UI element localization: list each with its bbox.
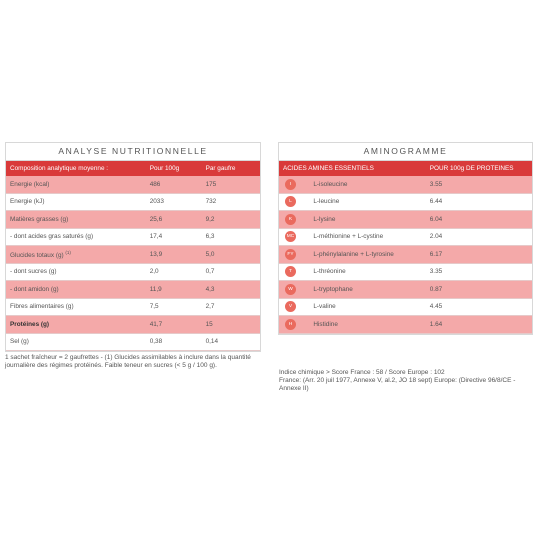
amino-acid-value: 2.04 — [426, 228, 532, 246]
amino-acid-value: 6.17 — [426, 246, 532, 264]
amino-acid-value: 6.44 — [426, 193, 532, 211]
table-row — [6, 316, 260, 334]
aminogram-panel — [278, 142, 533, 335]
table-row — [279, 263, 532, 281]
amino-acid-badge-icon: I — [285, 179, 296, 190]
row-per-100g: 2033 — [146, 193, 202, 211]
header-per-100g-protein: POUR 100g DE PROTEINES — [426, 161, 532, 176]
header-essential-amino-acids: ACIDES AMINES ESSENTIELS — [279, 161, 426, 176]
badge-cell — [279, 193, 309, 211]
amino-acid-badge-icon: V — [285, 301, 296, 312]
row-per-100g: 17,4 — [146, 228, 202, 246]
amino-acid-value: 3.55 — [426, 176, 532, 193]
row-per-100g: 7,5 — [146, 298, 202, 316]
amino-acid-badge-icon: T — [285, 266, 296, 277]
amino-acid-name: L-leucine — [309, 193, 425, 211]
amino-acid-name: L-méthionine + L-cystine — [309, 228, 425, 246]
table-row — [6, 333, 260, 351]
amino-acid-badge-icon: FY — [285, 249, 296, 260]
table-row — [6, 246, 260, 264]
row-per-waffle: 9,2 — [202, 211, 260, 229]
amino-acid-name: Histidine — [309, 316, 425, 334]
amino-acid-name: L-tryptophane — [309, 281, 425, 299]
table-row — [279, 176, 532, 193]
amino-acid-name: L-lysine — [309, 211, 425, 229]
row-per-waffle: 0,14 — [202, 333, 260, 351]
header-per-100g: Pour 100g — [146, 161, 202, 176]
nutrition-header-row — [6, 161, 260, 176]
table-row — [6, 281, 260, 299]
row-label: Fibres alimentaires (g) — [6, 298, 146, 316]
table-row — [279, 193, 532, 211]
table-row — [6, 263, 260, 281]
row-per-100g: 11,9 — [146, 281, 202, 299]
header-per-waffle: Par gaufre — [202, 161, 260, 176]
table-row — [279, 281, 532, 299]
row-per-waffle: 175 — [202, 176, 260, 193]
row-per-100g: 2,0 — [146, 263, 202, 281]
amino-acid-name: L-thréonine — [309, 263, 425, 281]
badge-cell — [279, 211, 309, 229]
table-row — [279, 246, 532, 264]
badge-cell — [279, 246, 309, 264]
row-per-100g: 0,38 — [146, 333, 202, 351]
aminogram-title: AMINOGRAMME — [279, 143, 532, 161]
nutrition-table — [6, 161, 260, 351]
row-label: - dont acides gras saturés (g) — [6, 228, 146, 246]
table-row — [279, 298, 532, 316]
row-per-waffle: 15 — [202, 316, 260, 334]
amino-acid-name: L-isoleucine — [309, 176, 425, 193]
nutrition-title: ANALYSE NUTRITIONNELLE — [6, 143, 260, 161]
chemical-index-line: Indice chimique > Score France : 58 / Score Europe : 102 — [279, 369, 445, 376]
row-per-100g: 25,6 — [146, 211, 202, 229]
badge-cell — [279, 298, 309, 316]
aminogram-header-row — [279, 161, 532, 176]
amino-acid-badge-icon: MC — [285, 231, 296, 242]
amino-acid-value: 3.35 — [426, 263, 532, 281]
amino-acid-value: 4.45 — [426, 298, 532, 316]
row-label: Sel (g) — [6, 333, 146, 351]
table-row — [279, 211, 532, 229]
row-per-100g: 41,7 — [146, 316, 202, 334]
table-row — [6, 211, 260, 229]
table-row — [6, 193, 260, 211]
amino-acid-value: 1.64 — [426, 316, 532, 334]
row-per-waffle: 4,3 — [202, 281, 260, 299]
row-label: Energie (kJ) — [6, 193, 146, 211]
row-label: - dont sucres (g) — [6, 263, 146, 281]
row-label: Glucides totaux (g) — [10, 251, 64, 259]
table-row — [6, 176, 260, 193]
row-label-cell — [6, 246, 146, 264]
table-row — [279, 228, 532, 246]
amino-acid-badge-icon: H — [285, 319, 296, 330]
row-per-100g: 486 — [146, 176, 202, 193]
amino-acid-value: 0.87 — [426, 281, 532, 299]
amino-acid-name: L-valine — [309, 298, 425, 316]
amino-acid-value: 6.04 — [426, 211, 532, 229]
header-composition: Composition analytique moyenne : — [6, 161, 146, 176]
amino-acid-name: L-phénylalanine + L-tyrosine — [309, 246, 425, 264]
row-label: Energie (kcal) — [6, 176, 146, 193]
regulation-line: France: (Arr. 20 juil 1977, Annexe V, al.2, JO 18 sept) Europe: (Directive 96/8/CE - Annexe II) — [279, 377, 516, 393]
row-per-100g: 13,9 — [146, 246, 202, 264]
table-row — [6, 298, 260, 316]
nutrition-footnote: 1 sachet fraîcheur = 2 gaufrettes - (1) Glucides assimilables à inclure dans la quantité journalière des régimes protéinés. Faible teneur en sucres (< 5 g / 100 g). — [5, 354, 251, 370]
row-label: Matières grasses (g) — [6, 211, 146, 229]
row-per-waffle: 732 — [202, 193, 260, 211]
aminogram-footnote — [279, 369, 534, 394]
footnote-marker: (1) — [65, 249, 71, 255]
badge-cell — [279, 316, 309, 334]
amino-acid-badge-icon: K — [285, 214, 296, 225]
nutrition-panel — [5, 142, 261, 352]
badge-cell — [279, 263, 309, 281]
table-row — [279, 316, 532, 334]
badge-cell — [279, 228, 309, 246]
row-per-waffle: 5,0 — [202, 246, 260, 264]
amino-acid-badge-icon: L — [285, 196, 296, 207]
row-per-waffle: 2,7 — [202, 298, 260, 316]
table-row — [6, 228, 260, 246]
amino-acid-badge-icon: W — [285, 284, 296, 295]
row-label: Protéines (g) — [6, 316, 146, 334]
row-per-waffle: 0,7 — [202, 263, 260, 281]
aminogram-table — [279, 161, 532, 334]
row-label: - dont amidon (g) — [6, 281, 146, 299]
badge-cell — [279, 281, 309, 299]
row-per-waffle: 6,3 — [202, 228, 260, 246]
badge-cell — [279, 176, 309, 193]
